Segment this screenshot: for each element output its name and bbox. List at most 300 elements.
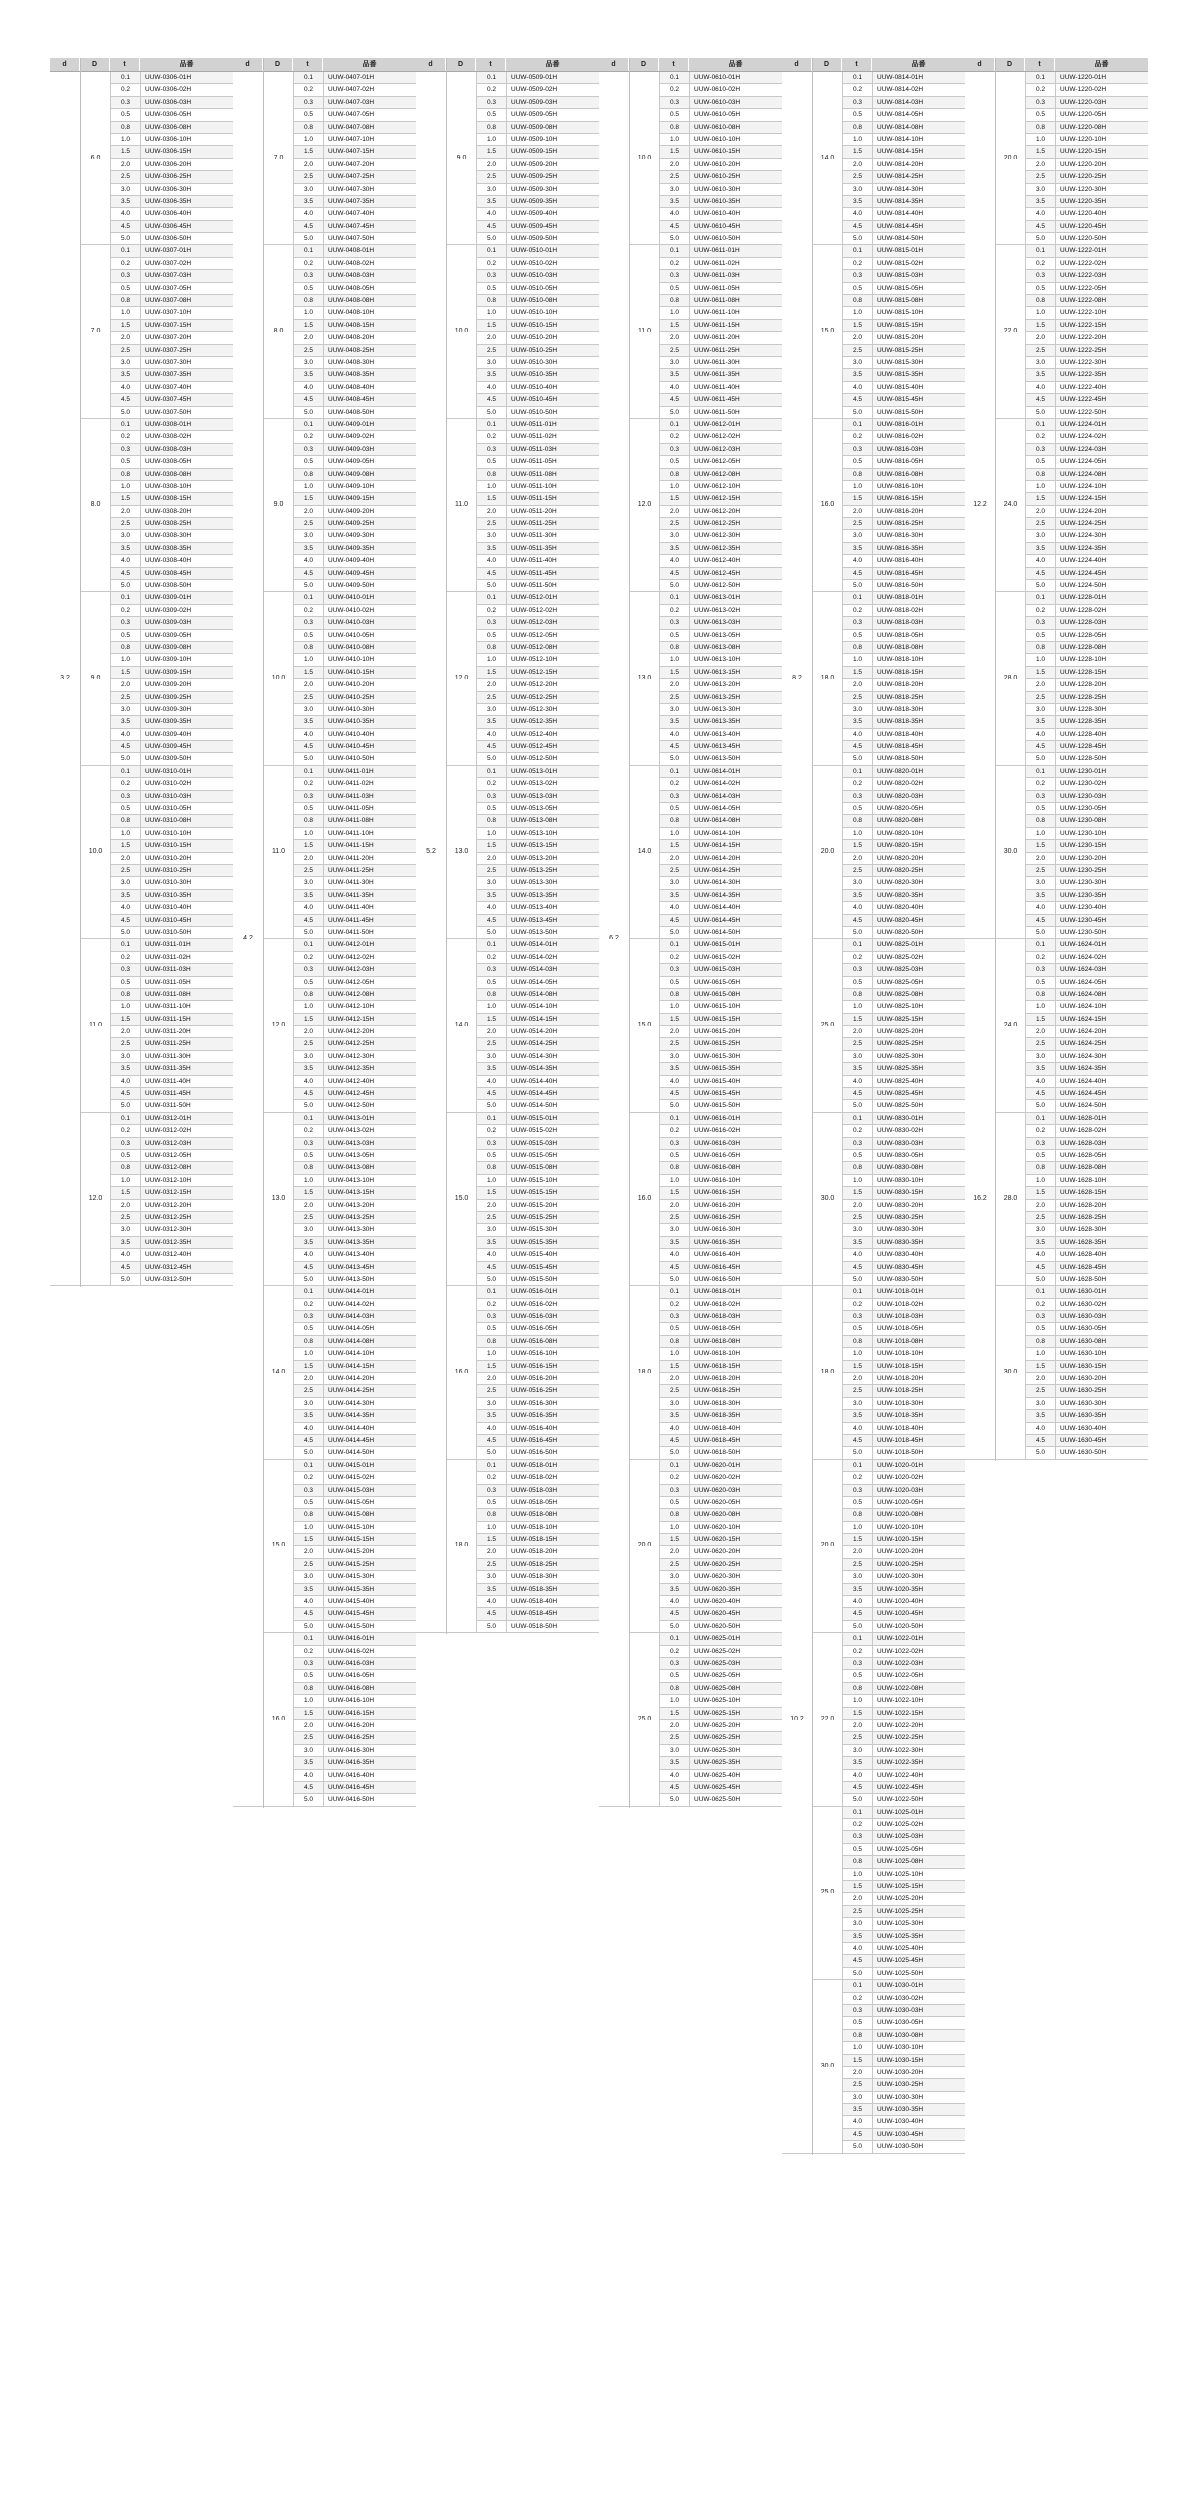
table-row [416,357,599,369]
cell-code: UUW-1628-03H [1055,1138,1148,1150]
cell-D [812,1385,842,1397]
table-row [599,1782,782,1794]
cell-t: 3.0 [659,1571,689,1583]
cell-t: 0.3 [1025,1311,1055,1323]
cell-t: 5.0 [659,580,689,592]
cell-code: UUW-1030-05H [872,2017,965,2029]
table-row [965,171,1148,183]
cell-t: 2.0 [842,1200,872,1212]
cell-t: 4.5 [842,221,872,233]
cell-code: UUW-0410-25H [323,692,416,704]
outer-diameter-label: 20.0 [820,848,835,853]
table-row [233,530,416,542]
cell-code: UUW-1630-25H [1055,1385,1148,1397]
table-row [50,146,233,158]
cell-d [50,952,80,964]
cell-t: 1.0 [842,2042,872,2054]
cell-code: UUW-0614-30H [689,877,782,889]
cell-D [446,617,476,629]
cell-code: UUW-1224-50H [1055,580,1148,592]
cell-d [782,84,812,96]
cell-D [995,146,1025,158]
cell-d [233,171,263,183]
table-header-row [599,58,782,72]
table-row [50,605,233,617]
cell-D [80,506,110,518]
cell-code: UUW-0625-03H [689,1658,782,1670]
cell-d [233,382,263,394]
cell-D [995,1100,1025,1112]
table-row [416,270,599,282]
cell-D [263,1670,293,1682]
cell-D [629,1150,659,1162]
outer-diameter-label: 18.0 [820,674,835,680]
cell-code: UUW-0618-40H [689,1423,782,1435]
cell-D [263,270,293,282]
cell-d [782,1138,812,1150]
table-row [50,481,233,493]
cell-D [629,778,659,790]
cell-code: UUW-0409-03H [323,444,416,456]
cell-t: 2.0 [842,159,872,171]
cell-code: UUW-0611-01H [689,245,782,257]
cell-D [446,1460,476,1472]
cell-t: 2.0 [293,159,323,171]
cell-code: UUW-0615-45H [689,1088,782,1100]
cell-D [995,877,1025,889]
cell-D [995,97,1025,109]
cell-D [629,853,659,865]
cell-code: UUW-0815-05H [872,283,965,295]
cell-t: 1.0 [293,654,323,666]
cell-D [995,1038,1025,1050]
cell-d [233,407,263,419]
cell-d [965,1348,995,1360]
cell-D [446,753,476,765]
cell-t: 3.5 [1025,1410,1055,1422]
cell-t: 4.5 [659,915,689,927]
cell-d [782,245,812,257]
cell-d [965,1385,995,1397]
table-row [416,431,599,443]
table-row [599,283,782,295]
table-row [965,444,1148,456]
cell-t: 3.5 [110,716,140,728]
cell-t: 0.3 [659,270,689,282]
cell-d [782,1051,812,1063]
cell-d [233,1770,263,1782]
table-row [782,2129,965,2141]
table-row [416,1559,599,1571]
cell-t: 0.3 [659,1658,689,1670]
cell-D [812,1534,842,1546]
cell-t: 0.2 [842,1125,872,1137]
cell-code: UUW-0509-08H [506,122,599,134]
cell-D [995,815,1025,827]
inner-diameter-label: 8.2 [792,674,802,680]
cell-code: UUW-0413-02H [323,1125,416,1137]
table-row [782,952,965,964]
cell-t: 1.0 [293,828,323,840]
table-row [782,171,965,183]
cell-D [629,1571,659,1583]
cell-code: UUW-1628-08H [1055,1162,1148,1174]
cell-code: UUW-1025-05H [872,1844,965,1856]
cell-code: UUW-0514-25H [506,1038,599,1050]
table-row [416,1187,599,1199]
cell-code: UUW-0816-03H [872,444,965,456]
cell-t: 4.0 [293,382,323,394]
cell-d [416,332,446,344]
cell-D [995,1200,1025,1212]
cell-D [629,1745,659,1757]
table-row [965,1286,1148,1298]
cell-code: UUW-1630-15H [1055,1361,1148,1373]
cell-t: 4.0 [293,208,323,220]
cell-d [965,1212,995,1224]
cell-t: 3.5 [659,1584,689,1596]
cell-t: 0.3 [476,617,506,629]
cell-d [965,407,995,419]
cell-d [599,1522,629,1534]
cell-D [263,493,293,505]
cell-D [80,357,110,369]
cell-d [416,357,446,369]
cell-code: UUW-0412-01H [323,939,416,951]
cell-d [965,741,995,753]
table-row [233,580,416,592]
cell-d [965,72,995,84]
cell-d [50,964,80,976]
cell-t: 0.8 [659,122,689,134]
cell-D [995,72,1025,84]
cell-t: 0.5 [476,1150,506,1162]
cell-D [446,890,476,902]
cell-code: UUW-1030-40H [872,2116,965,2128]
cell-t: 0.8 [293,815,323,827]
cell-d [599,1745,629,1757]
cell-t: 2.5 [659,865,689,877]
cell-d [50,791,80,803]
inner-diameter-label: 16.2 [973,1195,987,1200]
cell-D [812,902,842,914]
cell-d [782,1819,812,1831]
cell-code: UUW-1030-15H [872,2055,965,2067]
cell-code: UUW-1628-01H [1055,1113,1148,1125]
cell-d [965,977,995,989]
cell-code: UUW-0815-08H [872,295,965,307]
cell-D [263,345,293,357]
outer-diameter-label: 13.0 [454,848,469,853]
cell-t: 0.3 [659,964,689,976]
cell-D [263,469,293,481]
table-row [965,1125,1148,1137]
table-row [50,1187,233,1199]
cell-d [599,493,629,505]
cell-d [50,1076,80,1088]
cell-D [629,1708,659,1720]
cell-code: UUW-0407-10H [323,134,416,146]
cell-d [599,1658,629,1670]
cell-d [233,704,263,716]
cell-t: 4.5 [293,1088,323,1100]
table-row [233,877,416,889]
table-row [965,1212,1148,1224]
table-row [416,122,599,134]
outer-diameter-label: 8.0 [90,501,101,506]
cell-t: 5.0 [293,580,323,592]
cell-d [50,530,80,542]
cell-D [629,791,659,803]
cell-D [263,208,293,220]
table-row [50,122,233,134]
cell-d [416,679,446,691]
cell-D [446,469,476,481]
table-row [782,122,965,134]
cell-D [263,1162,293,1174]
cell-d [416,828,446,840]
cell-code: UUW-0625-01H [689,1633,782,1645]
cell-D [263,1336,293,1348]
cell-D [995,1262,1025,1274]
cell-code: UUW-0825-50H [872,1100,965,1112]
cell-D [80,184,110,196]
table-row [416,630,599,642]
cell-code: UUW-1224-05H [1055,456,1148,468]
cell-d [416,1522,446,1534]
cell-t: 5.0 [659,1100,689,1112]
cell-t: 0.5 [659,1323,689,1335]
cell-code: UUW-0620-10H [689,1522,782,1534]
cell-D [80,704,110,716]
cell-d [416,1509,446,1521]
cell-t: 0.2 [842,431,872,443]
cell-D [80,803,110,815]
table-row [599,716,782,728]
cell-D [446,741,476,753]
cell-code: UUW-0511-30H [506,530,599,542]
cell-D [80,456,110,468]
table-row [782,654,965,666]
table-row [233,233,416,245]
cell-t: 0.2 [659,1125,689,1137]
cell-t: 2.5 [293,1038,323,1050]
cell-D [812,840,842,852]
table-row [50,568,233,580]
cell-code: UUW-0311-08H [140,989,233,1001]
cell-d [50,1001,80,1013]
outer-diameter-label: 24.0 [1003,501,1018,506]
cell-d [416,1001,446,1013]
outer-diameter-label: 30.0 [1003,848,1018,853]
table-row [965,233,1148,245]
table-row [50,791,233,803]
cell-d [599,506,629,518]
cell-d [965,1447,995,1459]
cell-d [599,568,629,580]
table-row [233,1063,416,1075]
cell-d [50,1051,80,1063]
cell-t: 1.5 [293,1534,323,1546]
cell-code: UUW-1624-10H [1055,1001,1148,1013]
table-column [233,58,416,1807]
table-row [782,1670,965,1682]
cell-t: 0.1 [842,419,872,431]
cell-code: UUW-0410-30H [323,704,416,716]
header-cell-d: d [50,58,80,71]
table-row [50,667,233,679]
cell-d [599,1708,629,1720]
table-row [416,72,599,84]
cell-D [629,1175,659,1187]
table-row [599,902,782,914]
cell-D [995,939,1025,951]
table-row [965,369,1148,381]
cell-d [599,233,629,245]
cell-D [263,221,293,233]
cell-d [233,840,263,852]
table-row [782,196,965,208]
cell-d [782,159,812,171]
cell-code: UUW-0511-40H [506,555,599,567]
cell-D [263,1224,293,1236]
cell-code: UUW-0412-15H [323,1014,416,1026]
table-row [599,159,782,171]
table-row [233,704,416,716]
cell-code: UUW-0615-02H [689,952,782,964]
table-row [50,444,233,456]
cell-d [50,741,80,753]
cell-t: 0.2 [293,778,323,790]
cell-D [446,97,476,109]
cell-code: UUW-0414-35H [323,1410,416,1422]
cell-code: UUW-0625-20H [689,1720,782,1732]
cell-code: UUW-0415-10H [323,1522,416,1534]
cell-d [782,419,812,431]
cell-t: 1.0 [476,134,506,146]
table-row [233,1373,416,1385]
table-row [782,1522,965,1534]
cell-t: 2.5 [293,692,323,704]
cell-D [263,283,293,295]
cell-code: UUW-1030-50H [872,2141,965,2153]
cell-t: 1.5 [842,1361,872,1373]
cell-D [263,518,293,530]
cell-d [233,853,263,865]
cell-t: 4.5 [659,568,689,580]
cell-D [263,1485,293,1497]
table-row [599,1559,782,1571]
cell-t: 0.5 [293,630,323,642]
cell-D [446,964,476,976]
cell-t: 2.5 [842,1385,872,1397]
cell-D [995,1373,1025,1385]
table-row [782,1088,965,1100]
header-cell-D: D [995,58,1025,71]
cell-d [599,1187,629,1199]
cell-t: 4.5 [1025,1262,1055,1274]
cell-t: 1.0 [110,654,140,666]
cell-t: 4.5 [293,221,323,233]
cell-code: UUW-0308-50H [140,580,233,592]
cell-t: 0.2 [476,1472,506,1484]
table-row [782,1708,965,1720]
cell-code: UUW-0815-25H [872,345,965,357]
cell-d [416,1212,446,1224]
cell-D [80,394,110,406]
cell-t: 0.3 [842,1831,872,1843]
cell-t: 2.0 [842,506,872,518]
cell-d [233,1361,263,1373]
cell-d [416,1299,446,1311]
cell-code: UUW-0516-02H [506,1299,599,1311]
cell-code: UUW-0415-02H [323,1472,416,1484]
table-row [782,1447,965,1459]
cell-t: 4.0 [659,1423,689,1435]
cell-t: 3.0 [1025,704,1055,716]
cell-D [263,431,293,443]
cell-code: UUW-0410-10H [323,654,416,666]
cell-d [50,630,80,642]
cell-D [812,1856,842,1868]
cell-d [233,506,263,518]
cell-d [782,122,812,134]
cell-D [995,679,1025,691]
cell-D [629,369,659,381]
table-row [50,729,233,741]
cell-d [50,1162,80,1174]
cell-d [599,1125,629,1137]
cell-code: UUW-1018-03H [872,1311,965,1323]
cell-t: 0.5 [842,109,872,121]
cell-d [782,679,812,691]
cell-D [812,679,842,691]
cell-D [629,642,659,654]
cell-t: 4.0 [476,729,506,741]
cell-code: UUW-0414-30H [323,1398,416,1410]
table-row [965,1237,1148,1249]
cell-D [812,704,842,716]
cell-t: 0.2 [842,1993,872,2005]
cell-d [599,1447,629,1459]
cell-t: 1.0 [842,134,872,146]
cell-code: UUW-0515-35H [506,1237,599,1249]
cell-code: UUW-0611-40H [689,382,782,394]
cell-code: UUW-0614-15H [689,840,782,852]
table-row [782,939,965,951]
cell-t: 2.0 [110,679,140,691]
cell-code: UUW-0415-03H [323,1485,416,1497]
cell-code: UUW-0410-05H [323,630,416,642]
cell-D [446,692,476,704]
table-row [416,679,599,691]
table-row [782,741,965,753]
cell-d [965,345,995,357]
cell-code: UUW-1025-20H [872,1893,965,1905]
cell-d [599,184,629,196]
cell-t: 0.1 [293,1460,323,1472]
table-row [782,1770,965,1782]
table-row [599,1348,782,1360]
table-row [233,902,416,914]
table-row [599,989,782,1001]
cell-code: UUW-0614-05H [689,803,782,815]
cell-t: 0.3 [659,1311,689,1323]
cell-D [812,407,842,419]
cell-D [263,444,293,456]
cell-D [80,493,110,505]
cell-code: UUW-0510-10H [506,307,599,319]
